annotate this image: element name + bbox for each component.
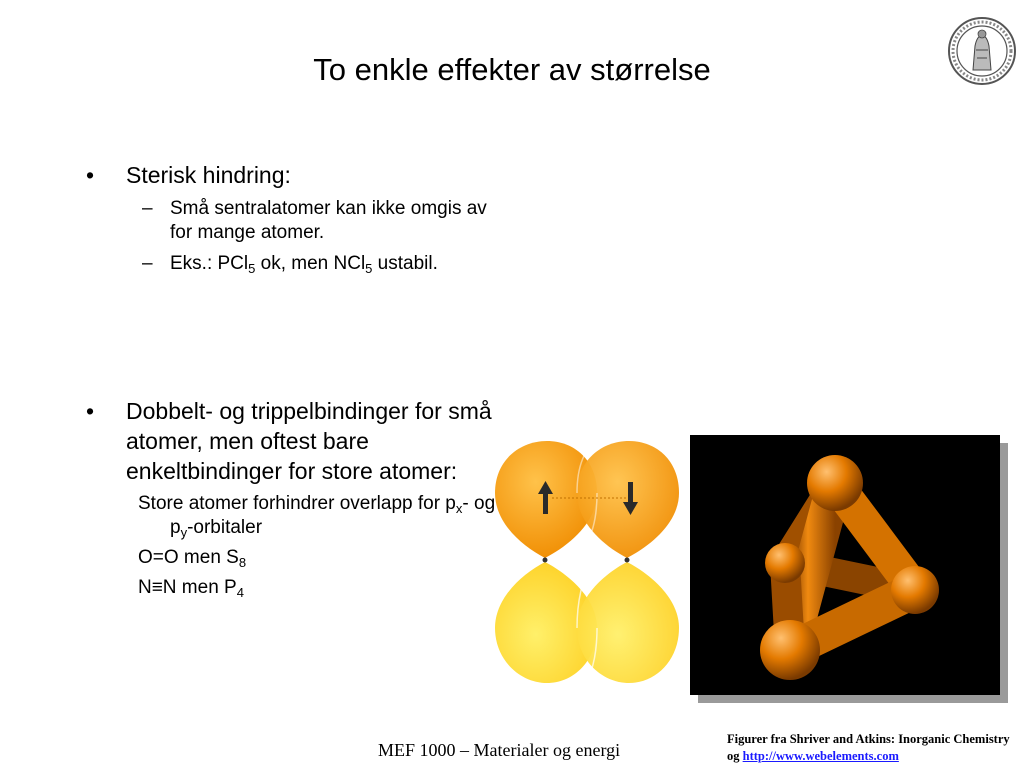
bullet-heading: Dobbelt- og trippelbindinger for små atomer, men oftest bare enkeltbindinger for store atomer: bbox=[126, 398, 492, 484]
bullet-steric-hindrance bbox=[86, 160, 546, 276]
p-orbital-overlap-figure bbox=[492, 438, 682, 688]
webelements-link[interactable]: http://www.webelements.com bbox=[742, 749, 899, 763]
dash-marker: – bbox=[142, 198, 153, 219]
credit-text: Figurer fra Shriver and Atkins: Inorganic Chemistry og bbox=[727, 732, 1010, 763]
dash-marker: – bbox=[142, 253, 153, 274]
atom bbox=[891, 566, 939, 614]
sub-bullet-text: Små sentralatomer kan ikke omgis av for mange atomer. bbox=[170, 198, 487, 243]
bullet-item bbox=[86, 396, 496, 486]
bullet-marker: • bbox=[86, 162, 95, 188]
atom bbox=[807, 455, 863, 511]
bullet-item bbox=[86, 160, 546, 190]
atom bbox=[765, 543, 805, 583]
sub-item: N≡N men $P_4$ bbox=[138, 577, 244, 600]
sub-bullet-text: Eks.: PCl$_5$ ok, men NCl$_5$ ustabil. bbox=[170, 253, 438, 276]
p4-molecule-figure bbox=[690, 435, 1000, 695]
sub-bullet-item bbox=[126, 197, 500, 245]
sub-bullet-item bbox=[126, 252, 500, 276]
bullet-heading: Sterisk hindring: bbox=[126, 162, 291, 188]
sub-item: Store atomer forhindrer overlapp for $p_x-$ og $p_y$-orbitaler bbox=[138, 493, 496, 540]
bullet-multiple-bonds bbox=[86, 396, 500, 600]
figure-credit bbox=[727, 731, 1022, 765]
atom bbox=[760, 620, 820, 680]
university-seal-icon bbox=[947, 16, 1017, 86]
sub-item: O=O men $S_8$ bbox=[138, 547, 247, 570]
slide-title: To enkle effekter av størrelse bbox=[313, 52, 711, 87]
footer-course: MEF 1000 – Materialer og energi bbox=[378, 740, 621, 760]
bullet-marker: • bbox=[86, 398, 95, 424]
